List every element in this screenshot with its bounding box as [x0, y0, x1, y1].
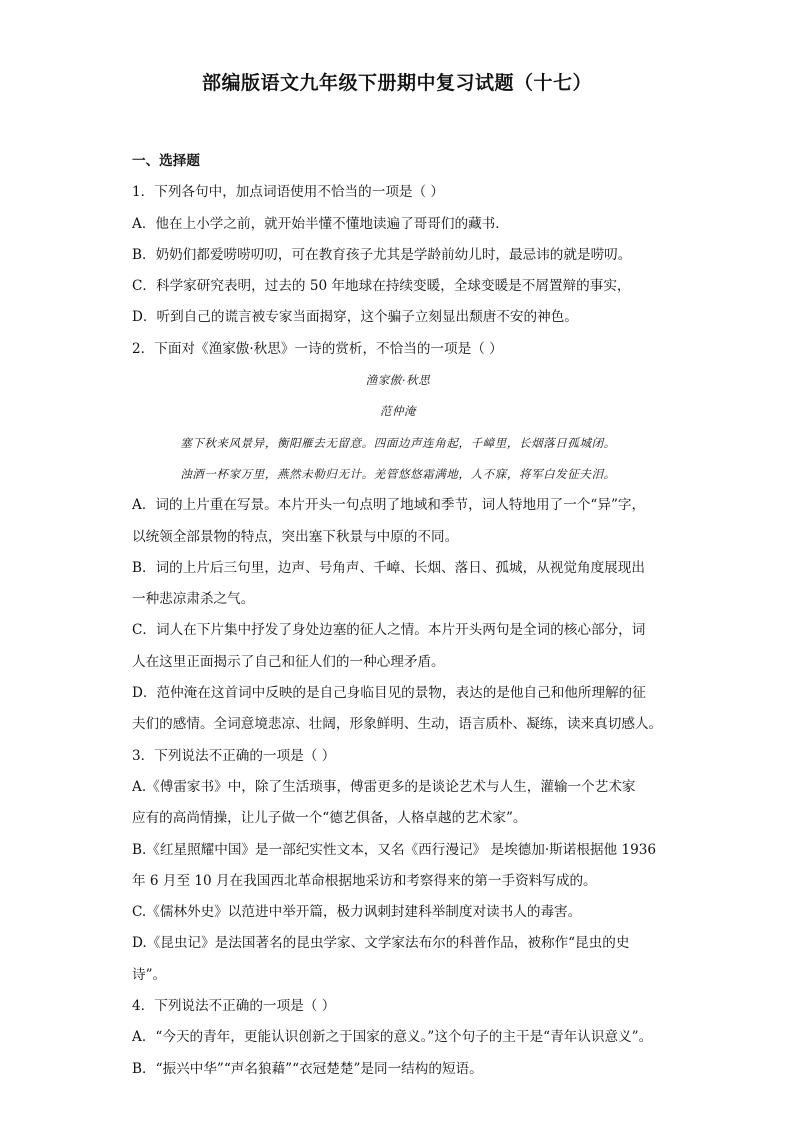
question-1-option-c: C．科学家研究表明，过去的 50 年地球在持续变暖，全球变暖是不屑置辩的事实，	[132, 278, 631, 295]
question-3-option-d-line-2: 诗”。	[132, 966, 167, 983]
poem-title: 渔家傲·秋思	[365, 373, 431, 388]
question-1-option-d: D．听到自己的谎言被专家当面揭穿，这个骗子立刻显出颓唐不安的神色。	[132, 309, 578, 326]
question-2-option-a-line-2: 以统领全部景物的特点，突出塞下秋景与中原的不同。	[132, 528, 459, 545]
section-heading: 一、选择题	[132, 153, 200, 169]
question-2-option-c-line-2: 人在这里正面揭示了自己和征人们的一种心理矛盾。	[132, 653, 445, 670]
question-4-option-a: A．“今天的青年，更能认识创新之于国家的意义。”这个句子的主干是“青年认识意义”。	[132, 1029, 653, 1046]
question-2-option-d-line-2: 夫们的感情。全词意境悲凉、壮阔，形象鲜明、生动，语言质朴、凝练，读来真切感人。	[132, 716, 663, 733]
question-3-option-d-line-1: D.《昆虫记》是法国著名的昆虫学家、文学家法布尔的科普作品，被称作“昆虫的史	[132, 935, 630, 952]
question-1-option-b: B．奶奶们都爱唠唠叨叨，可在教育孩子尤其是学龄前幼儿时，最忌讳的就是唠叨。	[132, 246, 632, 263]
poem-author: 范仲淹	[379, 404, 417, 419]
exam-content	[132, 146, 664, 1085]
question-3-option-c: C.《儒林外史》以范进中举开篇，极力讽刺封建科举制度对读书人的毒害。	[132, 904, 582, 921]
question-3-stem: 3．下列说法不正确的一项是（ ）	[132, 747, 336, 764]
poem-line-1: 塞下秋来风景异，衡阳雁去无留意。四面边声连角起，千嶂里，长烟落日孤城闭。	[180, 435, 616, 450]
question-2-option-b-line-1: B．词的上片后三句里，边声、号角声、千嶂、长烟、落日、孤城，从视觉角度展现出	[132, 559, 645, 576]
question-3-option-a-line-2: 应有的高尚情操，让儿子做一个“德艺俱备，人格卓越的艺术家”。	[132, 810, 527, 827]
question-2-option-d-line-1: D．范仲淹在这首词中反映的是自己身临目见的景物，表达的是他自己和他所理解的征	[132, 685, 646, 702]
page-title: 部编版语文九年级下册期中复习试题（十七）	[201, 72, 592, 94]
question-1-option-a: A．他在上小学之前，就开始半懂不懂地读遍了哥哥们的藏书．	[132, 215, 509, 232]
question-2-option-a-line-1: A．词的上片重在写景。本片开头一句点明了地域和季节，词人特地用了一个“异”字，	[132, 497, 646, 514]
question-4-stem: 4．下列说法不正确的一项是（ ）	[132, 998, 336, 1015]
question-2-option-c-line-1: C．词人在下片集中抒发了身处边塞的征人之情。本片开头两句是全词的核心部分，词	[132, 622, 646, 639]
question-3-option-b-line-1: B.《红星照耀中国》是一部纪实性文本，又名《西行漫记》 是埃德加·斯诺根据他 1936	[132, 841, 657, 858]
question-3-option-a-line-1: A.《傅雷家书》中，除了生活琐事，傅雷更多的是谈论艺术与人生，灌输一个艺术家	[132, 778, 636, 795]
poem-line-2: 浊酒一杯家万里，燕然未勒归无计。羌管悠悠霜满地，人不寐，将军白发征夫泪。	[180, 466, 616, 481]
question-2-stem: 2．下面对《渔家傲·秋思》一诗的赏析，不恰当的一项是（ ）	[132, 340, 503, 357]
question-1-stem: 1．下列各句中，加点词语使用不恰当的一项是（ ）	[132, 184, 445, 201]
question-4-option-b: B．“振兴中华”“声名狼藉”“衣冠楚楚”是同一结构的短语。	[132, 1060, 483, 1077]
question-3-option-b-line-2: 年 6 月至 10 月在我国西北革命根据地采访和考察得来的第一手资料写成的。	[132, 872, 597, 889]
question-2-option-b-line-2: 一种悲凉肃杀之气。	[132, 591, 255, 608]
